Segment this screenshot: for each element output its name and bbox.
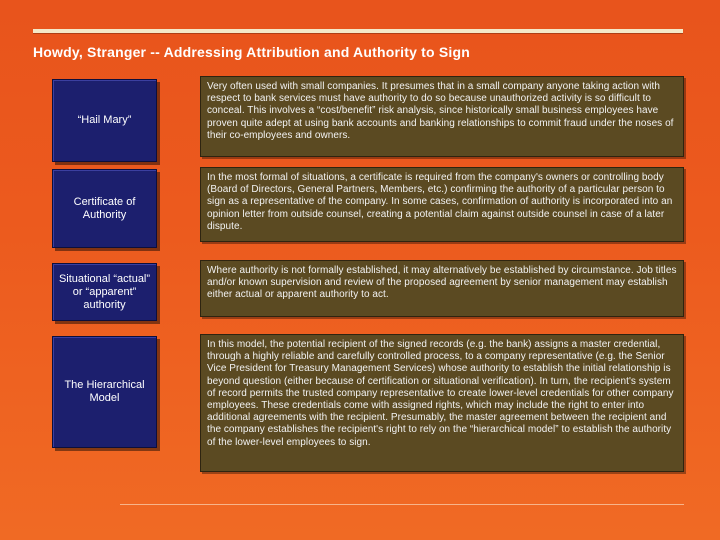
description-certificate-of-authority: [200, 167, 684, 242]
description-text: In this model, the potential recipient of the signed records (e.g. the bank) assigns a master credential, through a highly reliable and carefully controlled process, to a company representative (e.g. the Senior Vice President for Treasury Management Services) whose authority to establish the initial relationship is beyond question (either because of certification or situational verification). In turn, the recipient's system of record permits the trusted company representative to create lower-level credentials for other company employees. These credentials come with assigned rights, which may include the right to enter into additional agreements with the recipient. Presumably, the master agreement between the recipient and the company establishes the recipient's right to rely on the “hierarchical model” to establish the authority of the lower-level employees to sign.: [207, 339, 674, 448]
label-certificate-of-authority: [52, 169, 157, 248]
label-hail-mary: [52, 79, 157, 162]
label-text: The Hierarchical Model: [64, 379, 145, 404]
label-text: Certificate of Authority: [73, 195, 136, 221]
label-hierarchical-model: [52, 336, 157, 448]
description-hail-mary: [200, 76, 684, 157]
label-text: “Hail Mary”: [77, 114, 132, 126]
bottom-divider: [120, 504, 684, 505]
description-text: Where authority is not formally established, it may alternatively be established by circumstance. Job titles and/or known supervision and review of the proposed agreement by senior management may establish either actual or apparent authority to act.: [207, 265, 677, 301]
description-situational-authority: [200, 260, 684, 317]
label-situational-authority: [52, 263, 157, 321]
label-text: Situational “actual” or “apparent” authority: [58, 272, 151, 311]
top-divider: [33, 29, 683, 33]
slide-title: Howdy, Stranger -- Addressing Attribution and Authority to Sign: [33, 44, 470, 60]
description-text: In the most formal of situations, a certificate is required from the company's owners or controlling body (Board of Directors, General Partners, Members, etc.) confirming the authority of a particular person to sign as a representative of the company. In some cases, confirmation of authority is incorporated into an opinion letter from outside counsel, creating a potential claim against outside counsel in case of a later dispute.: [207, 172, 673, 232]
description-hierarchical-model: [200, 334, 684, 472]
description-text: Very often used with small companies. It presumes that in a small company anyone taking action with respect to bank services must have authority to do so because unauthorized activity is so difficult to conceal. This involves a “cost/benefit” risk analysis, since historically small business employees have proven quite adept at using bank accounts and banking relationships to commit fraud under the noses of their co-employees and owners.: [207, 81, 674, 141]
